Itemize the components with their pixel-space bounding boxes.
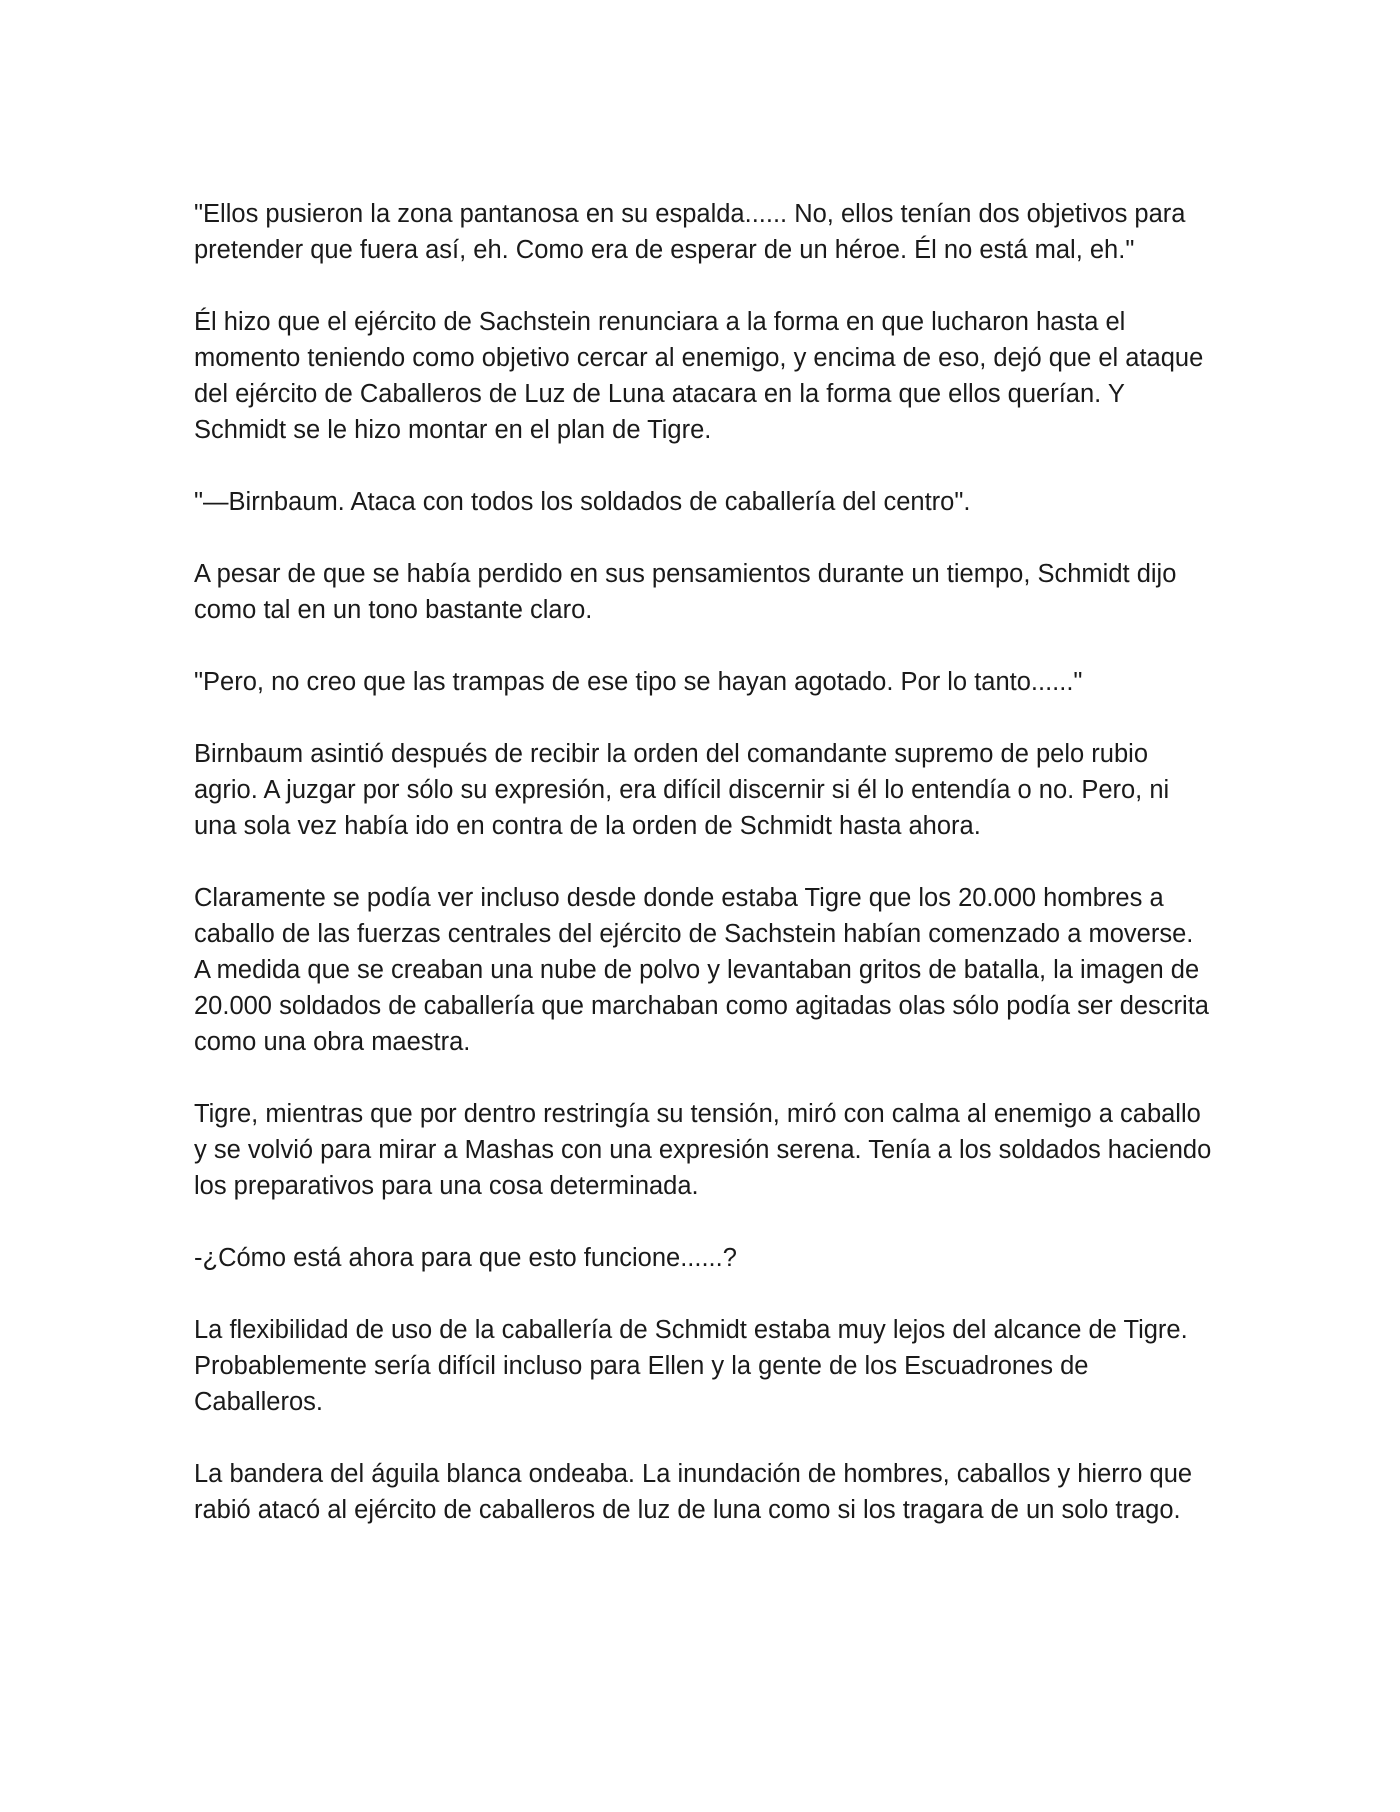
paragraph-4: A pesar de que se había perdido en sus pensamientos durante un tiempo, Schmidt dijo como tal en un tono bastante claro. [194,560,1177,624]
paragraph-1: "Ellos pusieron la zona pantanosa en su espalda...... No, ellos tenían dos objetivos para pretender que fuera así, eh. Como era de esperar de un héroe. Él no está mal, eh." [194,200,1186,264]
paragraph-5: "Pero, no creo que las trampas de ese tipo se hayan agotado. Por lo tanto......" [194,668,1083,696]
paragraph-3: "—Birnbaum. Ataca con todos los soldados de caballería del centro". [194,488,971,516]
paragraph-10: La flexibilidad de uso de la caballería de Schmidt estaba muy lejos del alcance de Tigre. Probablemente sería difícil incluso para Ellen y la gente de los Escuadrones de Caballeros. [194,1316,1188,1416]
paragraph-7: Claramente se podía ver incluso desde donde estaba Tigre que los 20.000 hombres a caballo de las fuerzas centrales del ejército de Sachstein habían comenzado a moverse. A medida que se creaban una nube de polvo y levantaban gritos de batalla, la imagen de 20.000 soldados de caballería que marchaban como agitadas olas sólo podía ser descrita como una obra maestra. [194,884,1209,1056]
document-body [194,196,1214,1564]
paragraph-9: -¿Cómo está ahora para que esto funcione......? [194,1244,737,1272]
paragraph-11: La bandera del águila blanca ondeaba. La inundación de hombres, caballos y hierro que rabió atacó al ejército de caballeros de luz de luna como si los tragara de un solo trago. [194,1460,1193,1524]
paragraph-6: Birnbaum asintió después de recibir la orden del comandante supremo de pelo rubio agrio. A juzgar por sólo su expresión, era difícil discernir si él lo entendía o no. Pero, ni una sola vez había ido en contra de la orden de Schmidt hasta ahora. [194,740,1170,840]
paragraph-2: Él hizo que el ejército de Sachstein renunciara a la forma en que lucharon hasta el momento teniendo como objetivo cercar al enemigo, y encima de eso, dejó que el ataque del ejército de Caballeros de Luz de Luna atacara en la forma que ellos querían. Y Schmidt se le hizo montar en el plan de Tigre. [194,308,1204,444]
paragraph-8: Tigre, mientras que por dentro restringía su tensión, miró con calma al enemigo a caballo y se volvió para mirar a Mashas con una expresión serena. Tenía a los soldados haciendo los preparativos para una cosa determinada. [194,1100,1212,1200]
